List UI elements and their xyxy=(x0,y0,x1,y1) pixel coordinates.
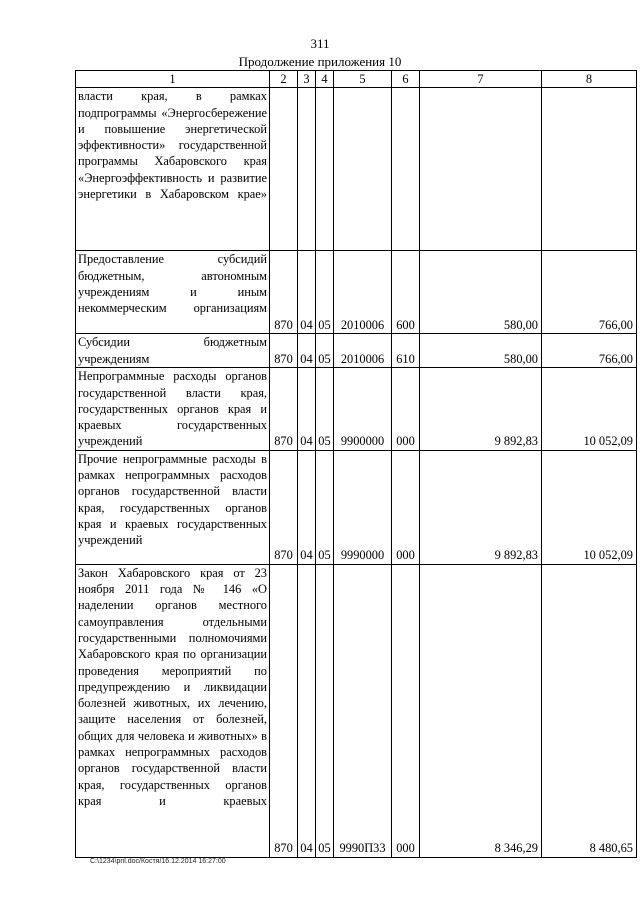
cell-amount-2: 766,00 xyxy=(542,334,637,368)
cell-admin: 870 xyxy=(270,564,298,857)
cell-target: 9990П33 xyxy=(334,564,392,857)
cell-admin: 870 xyxy=(270,450,298,564)
cell-type: 610 xyxy=(392,334,420,368)
cell-amount-2: 10 052,09 xyxy=(542,368,637,450)
header-col-6: 6 xyxy=(392,71,420,88)
row-name: Прочие непрограммные расходы в рамках непрограммных расходов органов государственной власти края, государственных органов края и краевых государственных учреждений xyxy=(76,450,270,564)
cell-subsection: 05 xyxy=(316,368,334,450)
cell-type: 000 xyxy=(392,564,420,857)
table-row xyxy=(76,564,637,857)
cell-subsection: 05 xyxy=(316,334,334,368)
cell-target xyxy=(334,88,392,251)
header-row xyxy=(76,71,637,88)
cell-amount-2: 766,00 xyxy=(542,251,637,334)
header-col-4: 4 xyxy=(316,71,334,88)
table-row xyxy=(76,251,637,334)
row-name: Закон Хабаровского края от 23 ноября 2011 года № 146 «О наделении органов местного самоуправления отдельными государственными полномочиями Хабаровского края по организации проведения мероприятий по предупреждению и ликвидации болезней животных, их лечению, защите населения от болезней, общих для человека и животных» в рамках непрограммных расходов органов государственной власти края, государственных органов края и краевых xyxy=(76,564,270,857)
cell-target: 9900000 xyxy=(334,368,392,450)
cell-amount-1: 580,00 xyxy=(420,251,542,334)
header-col-3: 3 xyxy=(298,71,316,88)
cell-target: 9990000 xyxy=(334,450,392,564)
budget-table xyxy=(75,70,637,858)
cell-admin: 870 xyxy=(270,251,298,334)
header-col-8: 8 xyxy=(542,71,637,88)
table-row xyxy=(76,334,637,368)
cell-section: 04 xyxy=(298,450,316,564)
page-number: 311 xyxy=(310,36,330,51)
header-col-2: 2 xyxy=(270,71,298,88)
table-row xyxy=(76,88,637,251)
cell-amount-2 xyxy=(542,88,637,251)
row-name: власти края, в рамках подпрограммы «Энергосбережение и повышение энергетической эффективности» государственной программы Хабаровского края «Энергоэффективность и развитие энергетики в Хабаровском крае» xyxy=(76,88,270,251)
header-col-5: 5 xyxy=(334,71,392,88)
cell-type: 000 xyxy=(392,450,420,564)
row-name: Предоставление субсидий бюджетным, автономным учреждениям и иным некоммерческим организациям xyxy=(76,251,270,334)
cell-section: 04 xyxy=(298,334,316,368)
cell-section: 04 xyxy=(298,564,316,857)
table-row xyxy=(76,450,637,564)
continuation-title: Продолжение приложения 10 xyxy=(238,54,402,69)
cell-amount-1: 9 892,83 xyxy=(420,368,542,450)
cell-admin xyxy=(270,88,298,251)
cell-amount-2: 8 480,65 xyxy=(542,564,637,857)
cell-target: 2010006 xyxy=(334,334,392,368)
header-col-7: 7 xyxy=(420,71,542,88)
cell-type: 000 xyxy=(392,368,420,450)
cell-amount-1: 580,00 xyxy=(420,334,542,368)
cell-amount-2: 10 052,09 xyxy=(542,450,637,564)
cell-amount-1: 8 346,29 xyxy=(420,564,542,857)
cell-section: 04 xyxy=(298,368,316,450)
row-name: Субсидии бюджетным учреждениям xyxy=(76,334,270,368)
cell-subsection: 05 xyxy=(316,564,334,857)
cell-type xyxy=(392,88,420,251)
cell-amount-1: 9 892,83 xyxy=(420,450,542,564)
table-row xyxy=(76,368,637,450)
cell-section: 04 xyxy=(298,251,316,334)
cell-admin: 870 xyxy=(270,368,298,450)
cell-subsection: 05 xyxy=(316,251,334,334)
cell-target: 2010006 xyxy=(334,251,392,334)
cell-admin: 870 xyxy=(270,334,298,368)
file-path-footer: C:\1234\pril.doc/Костя/16.12.2014 16:27:00 xyxy=(90,858,226,865)
cell-type: 600 xyxy=(392,251,420,334)
cell-subsection xyxy=(316,88,334,251)
cell-section xyxy=(298,88,316,251)
row-name: Непрограммные расходы органов государственной власти края, государственных органов края и краевых государственных учреждений xyxy=(76,368,270,450)
cell-amount-1 xyxy=(420,88,542,251)
header-col-1: 1 xyxy=(76,71,270,88)
cell-subsection: 05 xyxy=(316,450,334,564)
